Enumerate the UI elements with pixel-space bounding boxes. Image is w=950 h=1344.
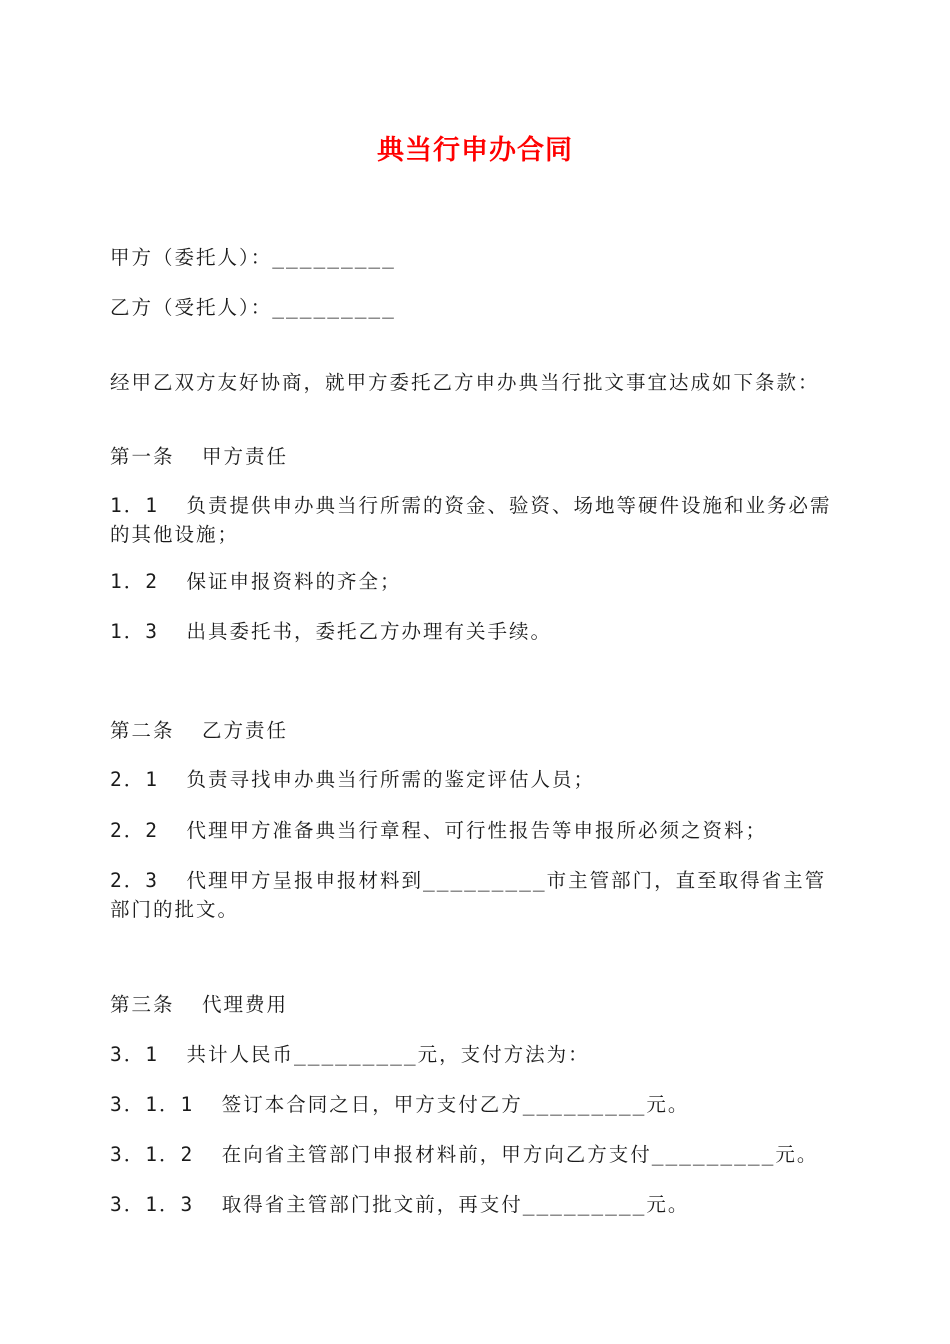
clause-2-1: 2．1 负责寻找申办典当行所需的鉴定评估人员； bbox=[110, 768, 595, 791]
section-1-heading: 第一条 甲方责任 bbox=[110, 445, 288, 468]
clause-2-3: 2．3 代理甲方呈报申报材料到_________市主管部门，直至取得省主管部门的批文。 bbox=[110, 869, 827, 921]
clause-3-1: 3．1 共计人民币_________元，支付方法为： bbox=[110, 1043, 590, 1066]
clause-1-1: 1．1 负责提供申办典当行所需的资金、验资、场地等硬件设施和业务必需的其他设施； bbox=[110, 494, 832, 546]
party-b-line: 乙方（受托人）：_________ bbox=[110, 296, 396, 319]
section-2-heading: 第二条 乙方责任 bbox=[110, 719, 288, 742]
clause-3-1-2: 3．1．2 在向省主管部门申报材料前，甲方向乙方支付_________元。 bbox=[110, 1143, 819, 1166]
document-title: 典当行申办合同 bbox=[377, 135, 573, 166]
clause-1-3: 1．3 出具委托书，委托乙方办理有关手续。 bbox=[110, 620, 552, 643]
clause-1-2: 1．2 保证申报资料的齐全； bbox=[110, 570, 402, 593]
clause-3-1-1: 3．1．1 签订本合同之日，甲方支付乙方_________元。 bbox=[110, 1093, 690, 1116]
clause-3-1-3: 3．1．3 取得省主管部门批文前，再支付_________元。 bbox=[110, 1193, 690, 1216]
clause-2-2: 2．2 代理甲方准备典当行章程、可行性报告等申报所必须之资料； bbox=[110, 819, 767, 842]
party-a-line: 甲方（委托人）：_________ bbox=[110, 246, 396, 269]
intro-paragraph: 经甲乙双方友好协商，就甲方委托乙方申办典当行批文事宜达成如下条款： bbox=[110, 371, 820, 394]
section-3-heading: 第三条 代理费用 bbox=[110, 993, 288, 1016]
